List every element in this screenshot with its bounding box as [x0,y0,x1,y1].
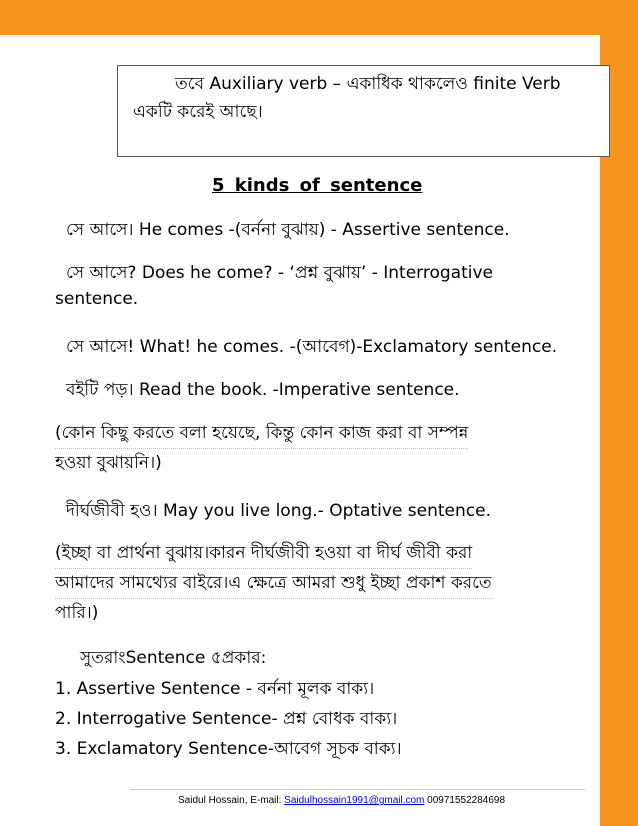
document-page [0,35,600,826]
footer-divider [130,789,585,790]
footer-email-link[interactable]: Saidulhossain1991@gmail.com [284,795,425,806]
imperative-note-line-1: (কোন কিছু করতে বলা হয়েছে, কিন্তু কোন কাজ করা বা সম্পন্ন [55,420,468,449]
summary-item-2: 2. Interrogative Sentence- প্রশ্ন বোধক বাক্য। [55,709,398,729]
example-interrogative-line-2: sentence. [55,289,139,309]
optative-note-line-2: আমাদের সামথ্যের বাইরে।এ ক্ষেত্রে আমরা শুধু ইচ্ছা প্রকাশ করতে [55,570,492,599]
optative-note-line-1: (ইচ্ছা বা প্রার্থনা বুঝায়।কারন দীর্ঘজীবী হওয়া বা দীর্ঘ জীবী করা [55,540,472,569]
footer [178,795,505,806]
page-border-top [0,0,638,35]
example-imperative: বইটি পড়। Read the book. -Imperative sentence. [66,380,460,400]
footer-author: Saidul Hossain, E-mail: [178,795,285,806]
example-exclamatory: সে আসে! What! he comes. -(আবেগ)-Exclamatory sentence. [66,337,558,357]
note-line-1: তবে Auxiliary verb – একাধিক থাকলেও finite Verb [175,74,561,94]
summary-title: সুতরাংSentence ৫প্রকার: [80,648,267,668]
example-optative: দীর্ঘজীবী হও। May you live long.- Optative sentence. [66,501,491,521]
note-line-2: একটি করেই আছে। [133,102,263,122]
optative-note-line-3: পারি।) [55,603,99,623]
imperative-note-line-2: হওয়া বুঝায়নি।) [55,453,162,473]
footer-phone: 00971552284698 [424,795,506,806]
example-interrogative-line-1: সে আসে? Does he come? - ‘প্রশ্ন বুঝায়’ - Interrogative [66,263,493,283]
example-assertive: সে আসে। He comes -(বর্ননা বুঝায়) - Assertive sentence. [66,220,510,240]
summary-item-1: 1. Assertive Sentence - বর্ননা মূলক বাক্য। [55,679,375,699]
section-heading: 5 kinds of sentence [212,175,423,196]
summary-item-3: 3. Exclamatory Sentence-আবেগ সূচক বাক্য। [55,739,402,759]
